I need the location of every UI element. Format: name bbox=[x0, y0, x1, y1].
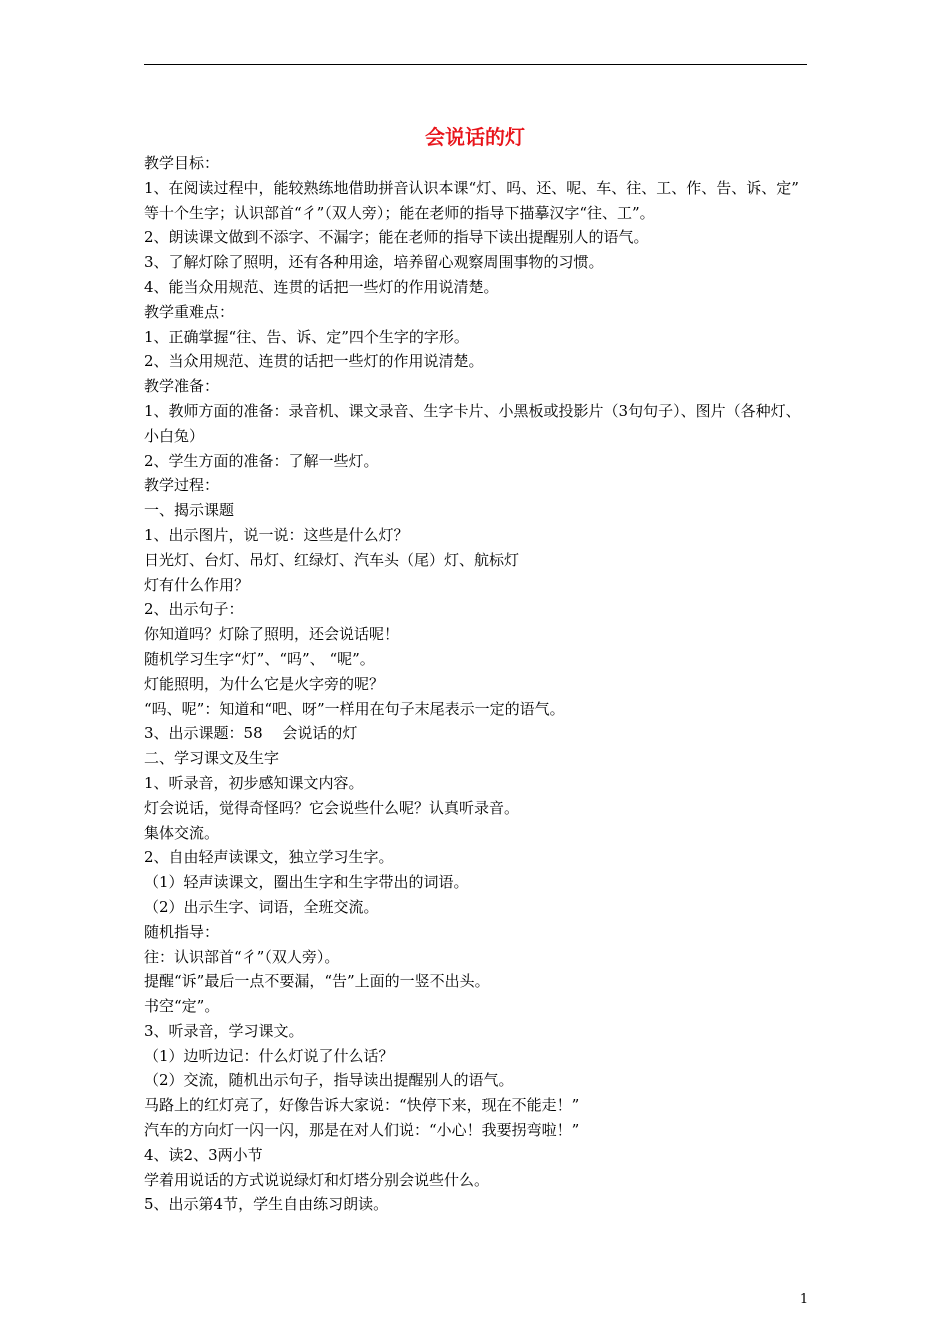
text-line: 灯会说话，觉得奇怪吗？它会说些什么呢？认真听录音。 bbox=[144, 798, 520, 817]
text-line: 4、读2、3两小节 bbox=[144, 1145, 263, 1164]
text-line: 2、自由轻声读课文，独立学习生字。 bbox=[144, 848, 394, 867]
text-line: 5、出示第4节，学生自由练习朗读。 bbox=[144, 1195, 389, 1214]
header-rule bbox=[144, 64, 807, 65]
text-line: 二、学习课文及生字 bbox=[144, 749, 280, 768]
text-line: （1）轻声读课文，圈出生字和生字带出的词语。 bbox=[144, 873, 469, 892]
text-line: 2、出示句子： bbox=[144, 600, 244, 619]
text-line: 教学重难点： bbox=[144, 302, 235, 321]
text-line: “吗、呢”：知道和“吧、呀”一样用在句子末尾表示一定的语气。 bbox=[144, 699, 565, 718]
text-line: 随机指导： bbox=[144, 922, 220, 941]
text-line: 小白兔） bbox=[144, 426, 205, 445]
text-line: 3、出示课题：58 会说话的灯 bbox=[144, 724, 358, 743]
text-line: 汽车的方向灯一闪一闪，那是在对人们说：“小心！我要拐弯啦！” bbox=[144, 1121, 580, 1140]
text-line: 集体交流。 bbox=[144, 823, 220, 842]
text-line: 学着用说话的方式说说绿灯和灯塔分别会说些什么。 bbox=[144, 1170, 490, 1189]
text-line: 灯能照明，为什么它是火字旁的呢？ bbox=[144, 674, 385, 693]
text-line: 4、能当众用规范、连贯的话把一些灯的作用说清楚。 bbox=[144, 277, 499, 296]
text-line: 灯有什么作用？ bbox=[144, 575, 250, 594]
text-line: 1、听录音，初步感知课文内容。 bbox=[144, 773, 364, 792]
text-line: 往：认识部首“彳”（双人旁）。 bbox=[144, 947, 340, 966]
text-line: （2）交流，随机出示句子，指导读出提醒别人的语气。 bbox=[144, 1071, 514, 1090]
text-line: 1、教师方面的准备：录音机、课文录音、生字卡片、小黑板或投影片（3句句子）、图片（各种灯、 bbox=[144, 401, 801, 420]
text-line: 日光灯、台灯、吊灯、红绿灯、汽车头（尾）灯、航标灯 bbox=[144, 550, 520, 569]
document-title: 会说话的灯 bbox=[425, 125, 525, 149]
text-line: 1、在阅读过程中，能较熟练地借助拼音认识本课“灯、吗、还、呢、车、往、工、作、告、诉、定” bbox=[144, 178, 799, 197]
text-line: 2、学生方面的准备：了解一些灯。 bbox=[144, 451, 379, 470]
text-line: 你知道吗？灯除了照明，还会说话呢！ bbox=[144, 625, 400, 644]
text-line: 教学过程： bbox=[144, 476, 220, 495]
text-line: 2、当众用规范、连贯的话把一些灯的作用说清楚。 bbox=[144, 352, 484, 371]
text-line: 教学目标： bbox=[144, 154, 220, 172]
text-line: 马路上的红灯亮了，好像告诉大家说：“快停下来，现在不能走！” bbox=[144, 1096, 580, 1115]
text-line: 等十个生字；认识部首“彳”（双人旁）；能在老师的指导下描摹汉字“往、工”。 bbox=[144, 203, 655, 222]
text-line: 提醒“诉”最后一点不要漏，“告”上面的一竖不出头。 bbox=[144, 972, 490, 991]
text-line: 一、揭示课题 bbox=[144, 501, 235, 520]
text-line: 3、听录音，学习课文。 bbox=[144, 1021, 304, 1040]
text-line: 1、正确掌握“往、告、诉、定”四个生字的字形。 bbox=[144, 327, 469, 346]
text-line: 随机学习生字“灯”、“吗”、 “呢”。 bbox=[144, 649, 375, 668]
text-line: 1、出示图片，说一说：这些是什么灯？ bbox=[144, 525, 409, 544]
document-body bbox=[144, 151, 814, 1217]
text-line: （2）出示生字、词语，全班交流。 bbox=[144, 897, 379, 916]
text-line: 2、朗读课文做到不添字、不漏字；能在老师的指导下读出提醒别人的语气。 bbox=[144, 228, 649, 247]
text-line: （1）边听边记：什么灯说了什么话？ bbox=[144, 1046, 394, 1065]
text-line: 3、了解灯除了照明，还有各种用途，培养留心观察周围事物的习惯。 bbox=[144, 253, 604, 272]
text-line: 书空“定”。 bbox=[144, 997, 220, 1016]
page-number: 1 bbox=[799, 1292, 809, 1307]
text-line: 教学准备： bbox=[144, 377, 220, 396]
